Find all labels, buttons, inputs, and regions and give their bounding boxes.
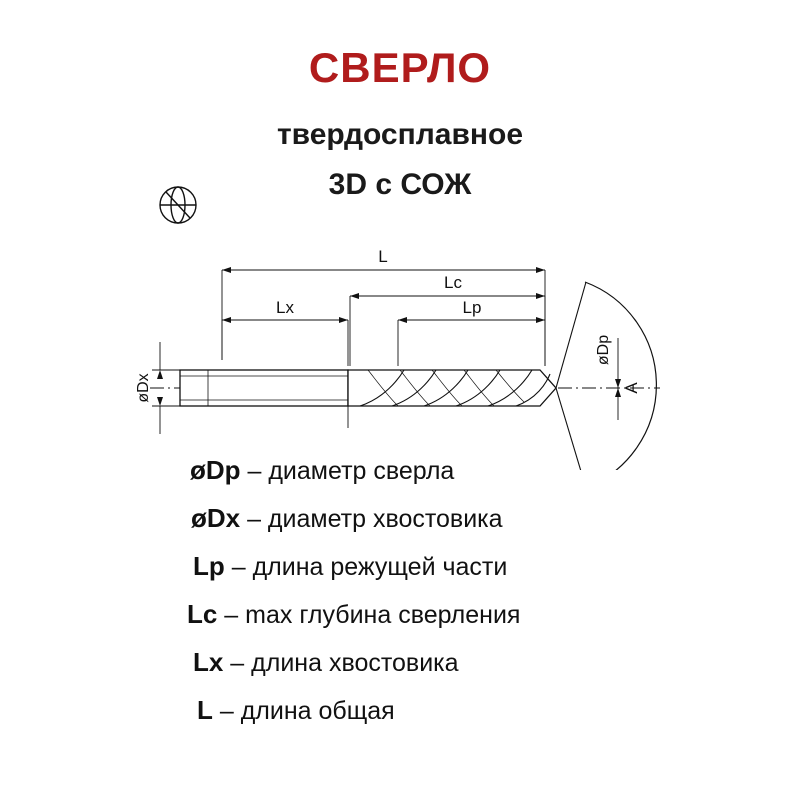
drill-flute-body [348, 370, 556, 406]
legend-item-dp [175, 455, 775, 486]
dimension-label-Lc: Lc [444, 273, 462, 292]
legend-text-dp: – диаметр сверла [247, 457, 455, 485]
legend-text-lp: – длина режущей части [231, 553, 508, 581]
dimension-label-L: L [378, 247, 388, 266]
legend-list [175, 455, 775, 743]
dimension-label-Lp: Lp [462, 298, 482, 317]
legend-text-lx: – длина хвостовика [230, 649, 459, 677]
legend-text-lc: – max глубина сверления [224, 601, 521, 629]
dimension-label-A: A [622, 382, 641, 394]
first-angle-projection-icon [160, 187, 196, 223]
legend-text-l: – длина общая [219, 697, 395, 725]
legend-item-l [175, 695, 775, 726]
dimension-L [222, 270, 545, 366]
legend-symbol-lx: Lx [193, 647, 224, 677]
dimension-label-Dx: øDx [135, 373, 152, 403]
dimension-Lc [350, 296, 545, 366]
legend-symbol-dx: øDx [191, 503, 241, 533]
legend-item-lp [175, 551, 775, 582]
page-subtitle-type: 3D с СОЖ [328, 168, 472, 201]
legend-symbol-lc: Lc [187, 599, 218, 629]
drill-shank [180, 370, 348, 406]
dimension-label-Lx: Lx [276, 298, 294, 317]
dimension-label-Dp: øDp [595, 334, 612, 366]
legend-symbol-lp: Lp [193, 551, 225, 581]
legend-item-lc [175, 599, 775, 630]
technical-drawing [0, 170, 800, 470]
legend-item-dx [175, 503, 775, 534]
page-title: СВЕРЛО [308, 44, 492, 91]
legend-item-lx [175, 647, 775, 678]
dimension-Lx [222, 320, 348, 366]
tip-detail-leader [556, 282, 586, 470]
page-subtitle-material: твердосплавное [276, 118, 524, 151]
legend-symbol-dp: øDp [190, 455, 241, 485]
dimension-Lp [398, 320, 545, 366]
legend-text-dx: – диаметр хвостовика [247, 505, 503, 533]
legend-symbol-l: L [197, 695, 213, 725]
tip-detail-arc [585, 282, 656, 470]
